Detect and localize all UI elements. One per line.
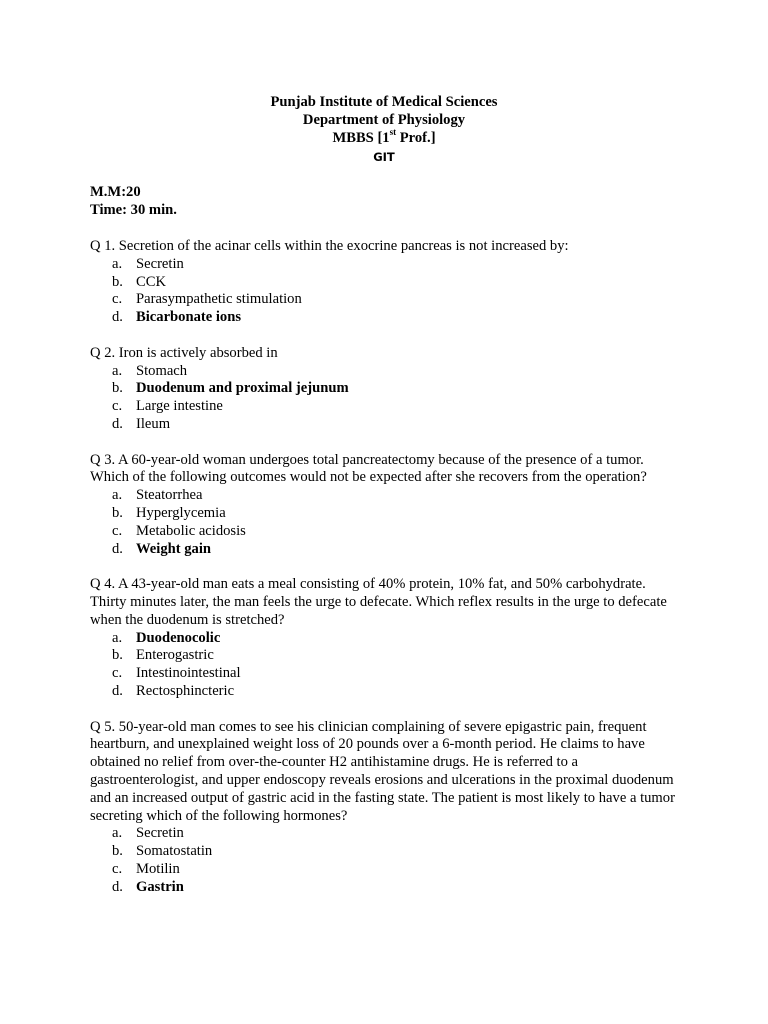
option-letter: b. [112, 843, 123, 860]
answer-option [90, 487, 680, 505]
time-limit: Time: 30 min. [90, 202, 177, 218]
option-text: Weight gain [136, 540, 212, 557]
option-letter: b. [112, 380, 123, 397]
question-5 [90, 719, 680, 897]
answer-option [90, 523, 680, 541]
answer-option [90, 398, 680, 416]
exam-meta [90, 183, 177, 219]
question-text: Q 1. Secretion of the acinar cells within the exocrine pancreas is not increased by: [90, 238, 569, 254]
course-title: MBBS [1st Prof.] [332, 127, 436, 146]
option-text: Ileum [136, 415, 171, 432]
option-text: Stomach [136, 362, 188, 379]
option-text: Rectosphincteric [136, 682, 235, 699]
option-letter: a. [112, 825, 123, 842]
option-text: Parasympathetic stimulation [136, 291, 302, 308]
option-letter: c. [112, 291, 123, 308]
option-letter: c. [112, 522, 123, 539]
option-letter: a. [112, 255, 123, 272]
answer-option [90, 416, 680, 434]
question-list [90, 238, 680, 914]
option-text: Gastrin [136, 878, 184, 895]
option-letter: a. [112, 487, 123, 504]
option-letter: c. [112, 665, 123, 682]
answer-option [90, 825, 680, 843]
option-text: Metabolic acidosis [136, 522, 246, 539]
answer-option-correct [90, 541, 680, 559]
option-text: Intestinointestinal [136, 665, 241, 682]
answer-option [90, 505, 680, 523]
option-letter: b. [112, 273, 123, 290]
option-letter: d. [112, 309, 123, 326]
document-header [0, 93, 768, 166]
option-letter: d. [112, 540, 123, 557]
option-letter: c. [112, 860, 123, 877]
answer-option [90, 274, 680, 292]
option-letter: b. [112, 647, 123, 664]
option-text: Secretin [136, 255, 184, 272]
option-text: Hyperglycemia [136, 504, 226, 521]
answer-option [90, 665, 680, 683]
option-text: Motilin [136, 860, 180, 877]
option-letter: a. [112, 629, 123, 646]
answer-option [90, 843, 680, 861]
option-letter: d. [112, 682, 123, 699]
question-2 [90, 345, 680, 434]
question-text: Q 3. A 60-year-old woman undergoes total pancreatectomy because of the presence of a tumor. Which of the following outcomes would not be expected after she recovers from the operation? [90, 451, 647, 486]
institute-name: Punjab Institute of Medical Sciences [270, 94, 498, 110]
answer-option [90, 291, 680, 309]
option-letter: b. [112, 504, 123, 521]
answer-option [90, 256, 680, 274]
answer-option-correct [90, 630, 680, 648]
option-text: Duodenum and proximal jejunum [136, 380, 349, 397]
option-text: Duodenocolic [136, 629, 221, 646]
answer-option [90, 683, 680, 701]
option-text: Large intestine [136, 398, 223, 415]
department-name: Department of Physiology [302, 112, 466, 128]
option-letter: d. [112, 415, 123, 432]
subject-title: GIT [373, 150, 395, 164]
answer-option-correct [90, 879, 680, 897]
answer-option-correct [90, 380, 680, 398]
answer-option-correct [90, 309, 680, 327]
question-text: Q 4. A 43-year-old man eats a meal consisting of 40% protein, 10% fat, and 50% carbohydrate. Thirty minutes later, the man feels the urge to defecate. Which reflex results in the urge to defecate when the duodenum is stretched? [90, 576, 667, 628]
question-text: Q 5. 50-year-old man comes to see his clinician complaining of severe epigastric pain, frequent heartburn, and unexplained weight loss of 20 pounds over a 6-month period. He claims to have obtained no relief from over-the-counter H2 antihistamine drugs. He is referred to a gastroenterologist, and upper endoscopy reveals erosions and ulcerations in the proximal duodenum and an increased output of gastric acid in the fasting state. The patient is most likely to have a tumor secreting which of the following hormones? [90, 718, 675, 824]
option-text: CCK [136, 273, 167, 290]
option-text: Enterogastric [136, 647, 214, 664]
question-text: Q 2. Iron is actively absorbed in [90, 344, 278, 361]
option-text: Secretin [136, 825, 184, 842]
option-letter: c. [112, 398, 123, 415]
answer-option [90, 861, 680, 879]
option-text: Bicarbonate ions [136, 309, 241, 326]
question-4 [90, 576, 680, 701]
option-text: Steatorrhea [136, 487, 203, 504]
option-letter: d. [112, 878, 123, 895]
question-1 [90, 238, 680, 327]
option-text: Somatostatin [136, 843, 213, 860]
max-marks: M.M:20 [90, 184, 141, 200]
answer-option [90, 647, 680, 665]
answer-option [90, 363, 680, 381]
option-letter: a. [112, 362, 123, 379]
question-3 [90, 452, 680, 559]
